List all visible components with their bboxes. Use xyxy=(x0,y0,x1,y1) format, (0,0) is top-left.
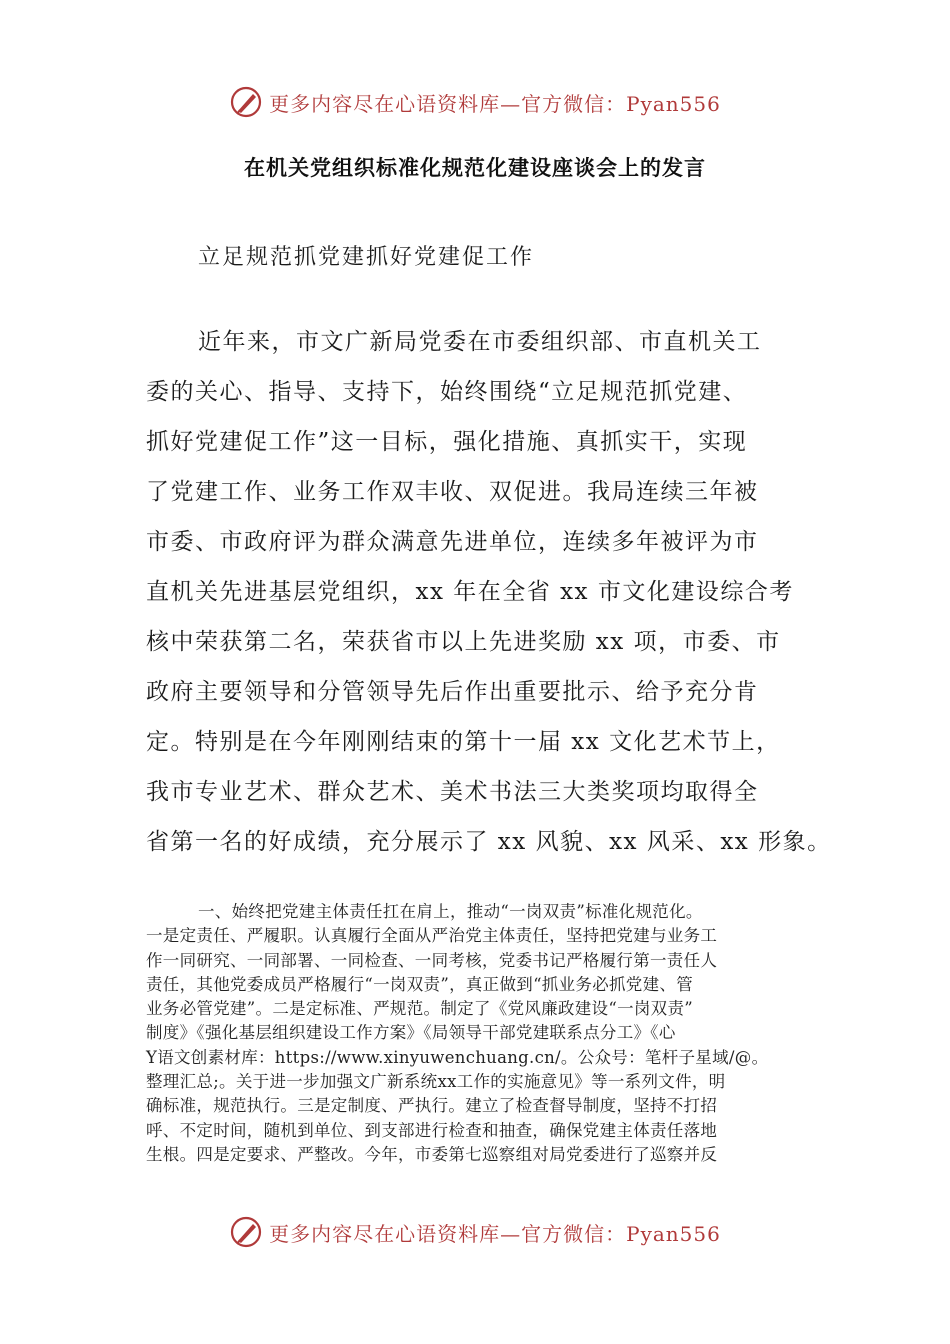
document-subtitle: 立足规范抓党建抓好党建促工作 xyxy=(198,245,535,270)
quill-logo-icon xyxy=(229,85,263,119)
small-line: 一、始终把党建主体责任扛在肩上，推动“一岗双责”标准化规范化。 xyxy=(198,902,703,921)
small-line: Y语文创素材库：https://www.xinyuwenchuang.cn/。公众号：笔杆子星域/@。 xyxy=(146,1047,769,1067)
footer-banner-text: 更多内容尽在心语资料库—官方微信：Pyan556 xyxy=(269,1221,721,1246)
body-line: 抓好党建促工作”这一目标，强化措施、真抓实干，实现 xyxy=(146,429,748,455)
body-line: 了党建工作、业务工作双丰收、双促进。我局连续三年被 xyxy=(146,479,759,505)
header-banner xyxy=(0,82,950,122)
small-line: 作一同研究、一同部署、一同检查、一同考核，党委书记严格履行第一责任人 xyxy=(146,950,718,970)
body-line: 市委、市政府评为群众满意先进单位，连续多年被评为市 xyxy=(146,529,759,555)
body-line: 省第一名的好成绩，充分展示了 xx 风貌、xx 风采、xx 形象。 xyxy=(146,829,832,855)
small-line: 整理汇总;。关于进一步加强文广新系统xx工作的实施意见》等一系列文件，明 xyxy=(146,1072,726,1092)
small-text-section xyxy=(146,900,816,1167)
body-line: 核中荣获第二名，荣获省市以上先进奖励 xx 项，市委、市 xyxy=(146,629,781,655)
body-line: 直机关先进基层党组织，xx 年在全省 xx 市文化建设综合考 xyxy=(146,579,794,605)
small-line: 呼、不定时间，随机到单位、到支部进行检查和抽查，确保党建主体责任落地 xyxy=(146,1120,718,1140)
quill-logo-icon xyxy=(229,1215,263,1249)
body-line: 我市专业艺术、群众艺术、美术书法三大类奖项均取得全 xyxy=(146,779,759,805)
small-line: 责任，其他党委成员严格履行“一岗双责”，真正做到“抓业务必抓党建、管 xyxy=(146,974,694,994)
header-banner-text: 更多内容尽在心语资料库—官方微信：Pyan556 xyxy=(269,91,721,116)
small-line: 生根。四是定要求、严整改。今年，市委第七巡察组对局党委进行了巡察并反 xyxy=(146,1144,718,1164)
small-line: 确标准，规范执行。三是定制度、严执行。建立了检查督导制度，坚持不打招 xyxy=(146,1096,718,1116)
body-line: 定。特别是在今年刚刚结束的第十一届 xx 文化艺术节上， xyxy=(146,729,781,755)
small-line: 业务必管党建”。二是定标准、严规范。制定了《党风廉政建设“一岗双责” xyxy=(146,999,694,1019)
small-line: 制度》《强化基层组织建设工作方案》《局领导干部党建联系点分工》《心 xyxy=(146,1023,676,1043)
body-line: 政府主要领导和分管领导先后作出重要批示、给予充分肯 xyxy=(146,679,759,705)
small-line: 一是定责任、严履职。认真履行全面从严治党主体责任，坚持把党建与业务工 xyxy=(146,926,718,946)
body-text xyxy=(146,322,832,872)
document-title: 在机关党组织标准化规范化建设座谈会上的发言 xyxy=(244,156,706,180)
body-line: 近年来，市文广新局党委在市委组织部、市直机关工 xyxy=(198,329,762,355)
body-line: 委的关心、指导、支持下，始终围绕“立足规范抓党建、 xyxy=(146,379,748,405)
footer-banner xyxy=(0,1212,950,1252)
